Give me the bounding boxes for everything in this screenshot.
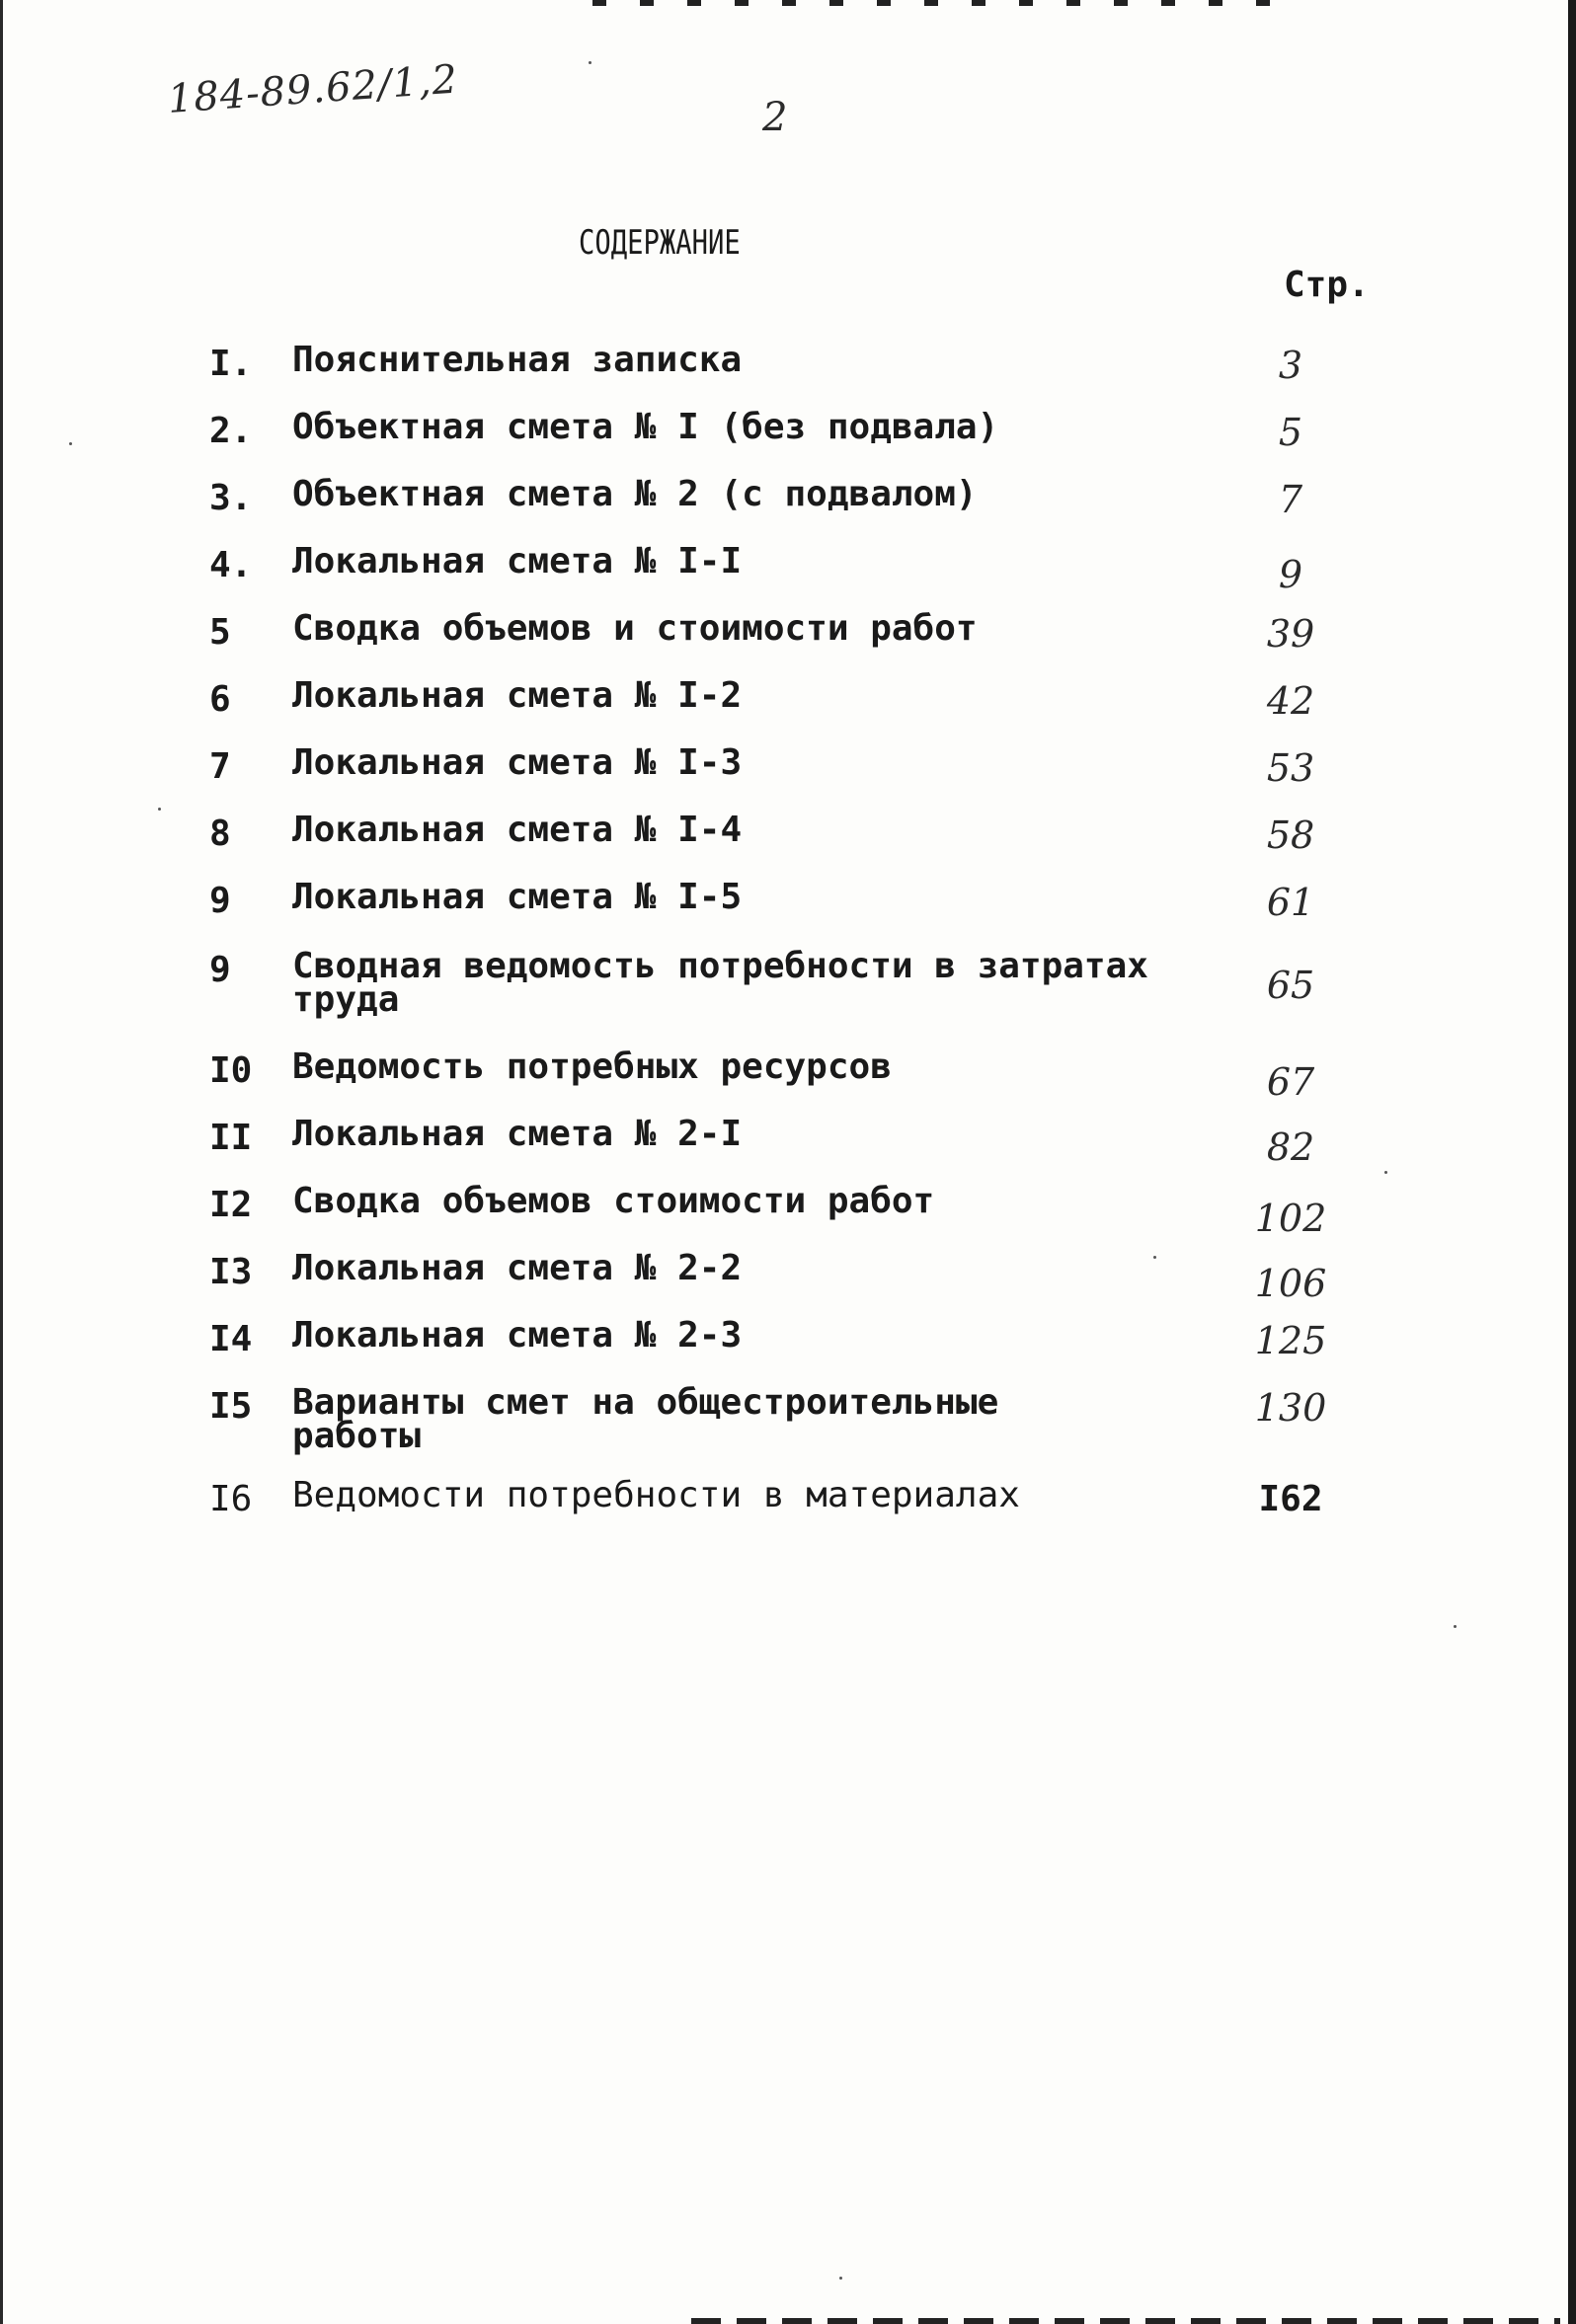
toc-entry-title: Локальная смета № 2-2 [292,1248,743,1288]
toc-entry-title: Локальная смета № 2-I [292,1114,743,1154]
toc-entry [0,1181,1576,1244]
toc-entry-page: 7 [1278,478,1303,521]
toc-entry-number: II [209,1118,253,1158]
toc-entry [0,1248,1576,1311]
toc-entry-title: Сводка объемов стоимости работ [292,1181,935,1221]
toc-entry [0,810,1576,873]
toc-entry-number: 3. [209,478,253,518]
toc-entry [0,1046,1576,1110]
toc-entry [0,1114,1576,1177]
toc-entry [0,742,1576,806]
toc-entry-title: Локальная смета № I-4 [292,810,743,850]
toc-entry-page: 82 [1266,1125,1315,1169]
toc-entry [0,675,1576,738]
toc-entry [0,1382,1576,1456]
scan-speck [589,61,591,64]
toc-entry-page: 65 [1266,964,1315,1007]
toc-entry-title: Объектная смета № I (без подвала) [292,407,999,447]
toc-entry-page: 67 [1266,1060,1315,1104]
toc-entry-title: Локальная смета № 2-3 [292,1315,743,1356]
toc-entry-page: 61 [1266,881,1315,924]
toc-entry [0,1475,1576,1538]
toc-entry-title: Локальная смета № I-3 [292,742,743,783]
toc-entry-page: 5 [1278,411,1303,454]
toc-entry-number: 7 [209,746,231,787]
toc-entry-page: 130 [1254,1386,1327,1430]
toc-entry [0,608,1576,671]
toc-entry-page: 125 [1254,1319,1327,1362]
scan-speck [1454,1625,1457,1628]
toc-entry-number: 6 [209,679,231,720]
toc-entry-title: Варианты смет на общестроительные работы [292,1382,999,1456]
toc-entry [0,474,1576,537]
toc-entry-page: 106 [1254,1262,1327,1305]
toc-entry [0,407,1576,470]
scan-speck [1384,1171,1387,1174]
toc-entry-title: Сводная ведомость потребности в затратах труда [292,946,1148,1020]
toc-entry-title: Локальная смета № I-I [292,541,743,581]
scan-speck [1153,1256,1156,1259]
toc-entry-title: Пояснительная записка [292,340,743,380]
toc-entry-title: Сводка объемов и стоимости работ [292,608,978,649]
scan-speck [839,2277,842,2280]
toc-entry-page: 53 [1266,746,1315,790]
toc-entry-page: I62 [1258,1479,1323,1519]
toc-entry-number: I6 [209,1479,253,1519]
toc-entry [0,541,1576,604]
toc-entry-number: 8 [209,813,231,854]
toc-entry-number: I4 [209,1319,253,1359]
toc-entry-number: 4. [209,545,253,585]
toc-entry-page: 9 [1278,553,1303,596]
toc-entry-number: I2 [209,1185,253,1225]
toc-entry-number: 9 [209,950,231,990]
scan-edge-bottom [691,2318,1560,2324]
toc-entry-number: I3 [209,1252,253,1292]
toc-entry-page: 39 [1266,612,1315,656]
toc-entry [0,946,1576,1048]
toc-entry [0,1315,1576,1378]
toc-entry-number: I5 [209,1386,253,1427]
toc-entry-page: 102 [1254,1197,1327,1240]
toc-entry-page: 42 [1266,679,1315,723]
page-title: СОДЕРЖАНИЕ [579,223,741,263]
toc-entry-title: Ведомость потребных ресурсов [292,1046,892,1087]
scan-speck [69,442,72,445]
page-number: 2 [762,95,788,140]
toc-entry-number: I. [209,344,253,384]
toc-entry-title: Ведомости потребности в материалах [292,1475,1020,1515]
page-column-label: Стр. [1284,265,1370,305]
toc-entry-title: Локальная смета № I-5 [292,877,743,917]
toc-entry [0,877,1576,940]
toc-entry-page: 3 [1278,344,1303,387]
toc-entry-number: 9 [209,881,231,921]
toc-entry-title: Объектная смета № 2 (с подвалом) [292,474,978,514]
document-code: 184-89.62/1,2 [166,56,460,122]
toc-entry-title: Локальная смета № I-2 [292,675,743,716]
scan-edge-top [592,0,1303,6]
toc-entry-number: 5 [209,612,231,653]
toc-entry-number: 2. [209,411,253,451]
toc-entry [0,340,1576,403]
toc-entry-number: I0 [209,1050,253,1091]
toc-entry-page: 58 [1266,813,1315,857]
scan-speck [158,808,161,811]
